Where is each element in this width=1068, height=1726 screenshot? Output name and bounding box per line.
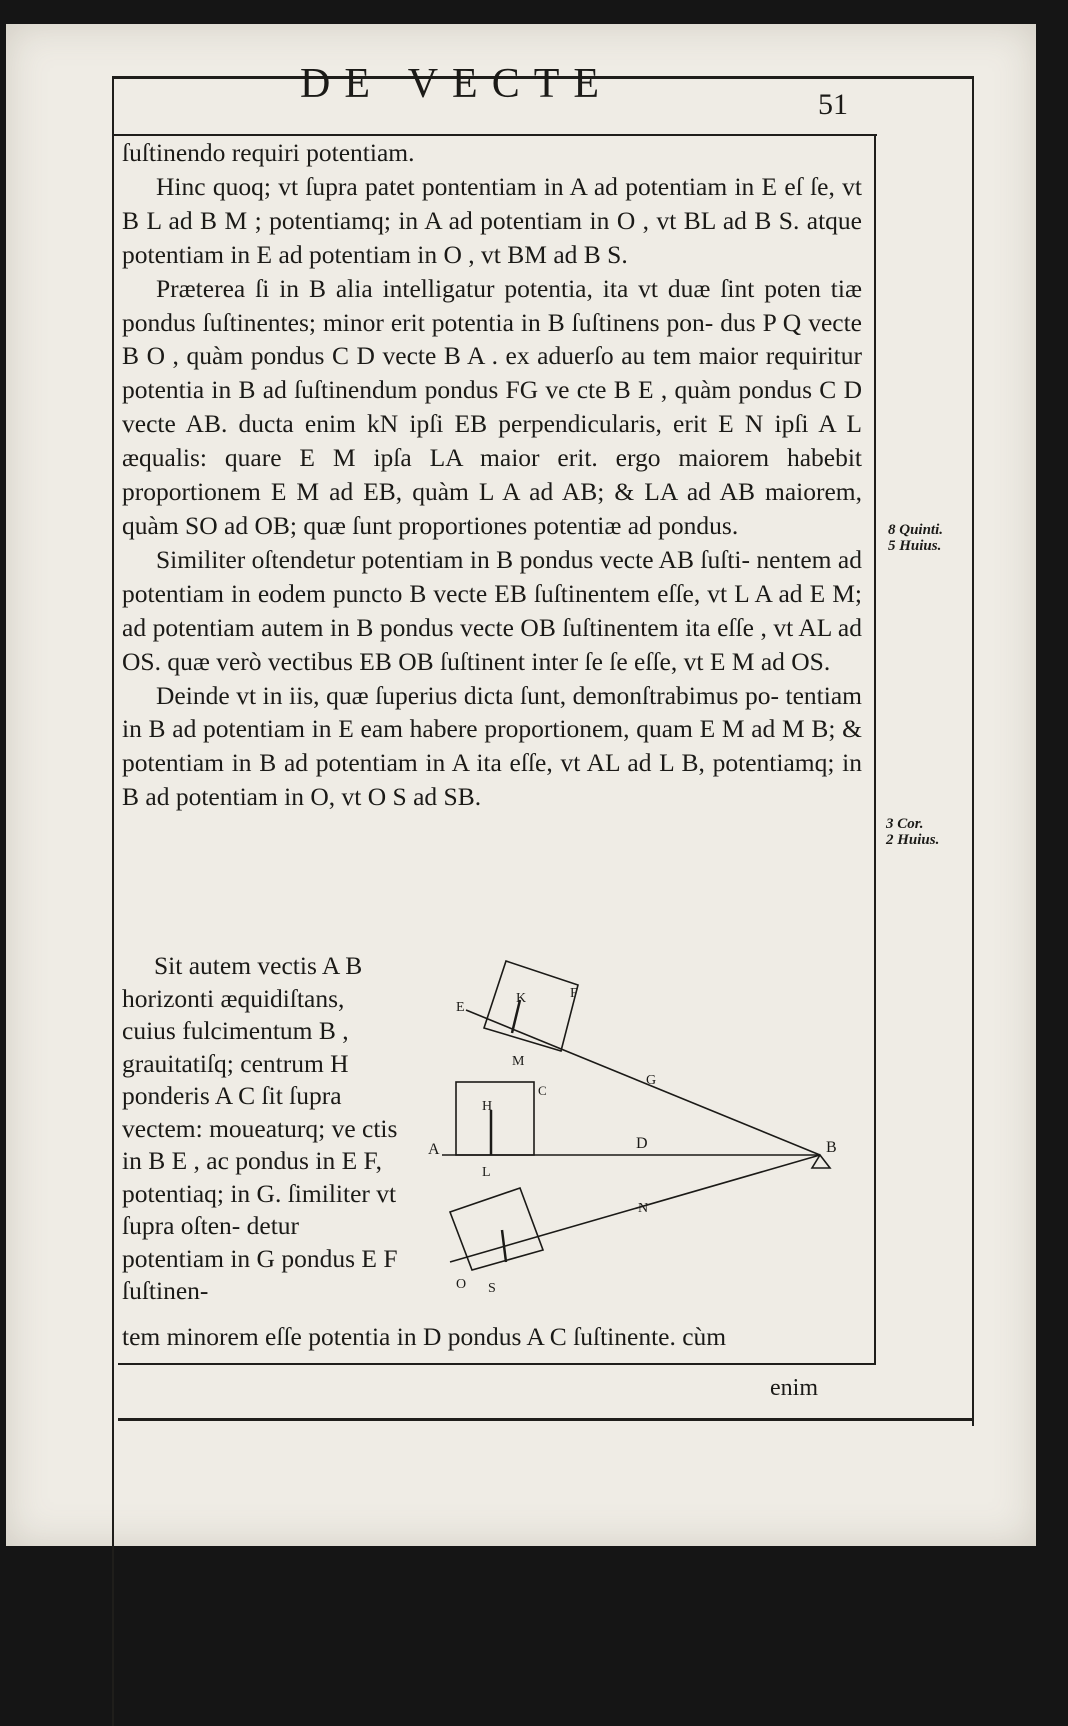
weight-ef xyxy=(484,961,578,1051)
lever-ob xyxy=(450,1155,820,1262)
paragraph: Similiter oſtendetur potentiam in B pondus vecte AB ſuſti- nentem ad potentiam in eodem puncto B vecte EB ſuſtinentem eſſe, vt L A ad E M; ad potentiam autem in B pondus vecte OB ſuſtinentem ita eſſe , vt AL ad OS. quæ verò vectibus EB OB ſuſtinent inter ſe ſe eſſe, vt E M ad OS. xyxy=(122,544,862,676)
paragraph: Deinde vt in iis, quæ ſuperius dicta ſunt, demonſtrabimus po- tentiam in B ad potentiam in E eam habere proportionem, quam E M ad M B; & potentiam in B ad potentiam in A ita eſſe, vt AL ad L B, potentiamq; in B ad potentiam in O, vt O S ad SB. xyxy=(122,680,862,812)
label-k: K xyxy=(516,991,527,1006)
margin-note-line: 3 Cor. xyxy=(886,816,924,832)
label-b: B xyxy=(826,1139,837,1156)
label-g: G xyxy=(646,1073,657,1088)
label-a: A xyxy=(428,1141,440,1158)
paragraph: Hinc quoq; vt ſupra patet pontentiam in A ad potentiam in E eſ ſe, vt B L ad B M ; potentiamq; in A ad potentiam in O , vt BL ad B S. atque potentiam in E ad potentiam in O , vt BM ad B S. xyxy=(122,171,862,269)
page-number: 51 xyxy=(818,88,848,121)
bottom-rule xyxy=(118,1363,876,1365)
label-d: D xyxy=(636,1135,648,1152)
footer-rule xyxy=(118,1418,972,1421)
figure-paragraph xyxy=(122,950,402,1308)
paragraph: Præterea ſi in B alia intelligatur potentia, ita vt duæ ſint poten tiæ pondus ſuſtinentes; minor erit potentia in B ſuſtinens pon- dus P Q vecte B O , quàm pondus C D vecte B A . ex aduerſo au tem maior requiritur potentia in B ad ſuſtinendum pondus FG ve cte B E , quàm pondus C D vecte AB. ducta enim kN ipſi EB perpendicularis, erit E N ipſi A L æqualis: quare E M ipſa LA maior erit. ergo maiorem habebit proportionem E M ad EB, quàm L A ad AB; & LA ad AB maiorem, quàm SO ad OB; quæ ſunt proportiones potentiæ ad pondus. xyxy=(122,273,862,540)
margin-note-line: 2 Huius. xyxy=(886,832,940,848)
catchword: enim xyxy=(770,1375,818,1401)
paragraph: Sit autem vectis A B horizonti æquidiſtans, cuius fulcimentum B , grauitatiſq; centrum H ponderis A C ſit ſupra vectem: moueaturq; ve ctis in B E , ac pondus in E F, potentiaq; in G. ſimiliter vt ſupra oſten- detur potentiam in G pondus E F ſuſtinen- xyxy=(122,951,398,1305)
label-c: C xyxy=(538,1083,547,1098)
paragraph: ſuſtinendo requiri potentiam. xyxy=(122,138,415,167)
margin-note xyxy=(888,522,943,554)
left-frame-rule xyxy=(112,76,114,1726)
label-f: F xyxy=(570,986,578,1001)
lever-diagram xyxy=(420,950,860,1310)
margin-note-line: 8 Quinti. xyxy=(888,522,944,538)
label-h: H xyxy=(482,1099,493,1114)
label-l: L xyxy=(482,1165,491,1180)
text-right-rule xyxy=(874,134,876,1364)
label-o: O xyxy=(456,1277,467,1292)
label-s: S xyxy=(488,1281,496,1296)
label-e: E xyxy=(456,1000,465,1015)
label-m: M xyxy=(512,1054,525,1069)
label-n: N xyxy=(638,1201,649,1216)
margin-note-line: 5 Huius. xyxy=(888,538,942,554)
main-text xyxy=(122,136,862,814)
weight-ac xyxy=(456,1082,534,1155)
margin-note xyxy=(886,816,939,848)
page-title: DE VECTE xyxy=(300,61,614,107)
outer-right-rule xyxy=(972,76,974,1426)
last-text-line: tem minorem eſſe potentia in D pondus A C ſuſtinente. cùm xyxy=(122,1322,727,1351)
